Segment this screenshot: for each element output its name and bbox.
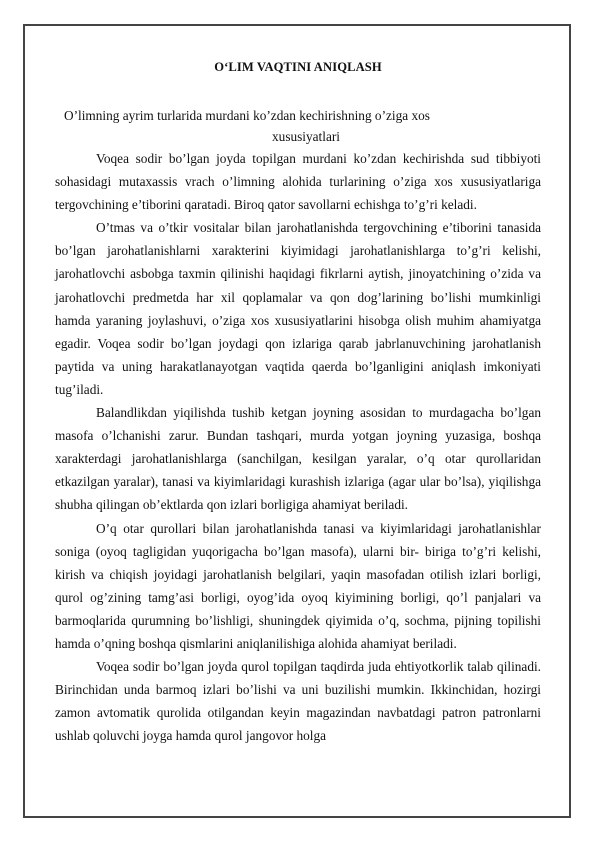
document-title: O‘LIM VAQTINI ANIQLASH <box>214 60 382 74</box>
document-body <box>55 147 541 747</box>
paragraph: Voqea sodir bo’lgan joyda qurol topilgan taqdirda juda ehtiyotkorlik talab qilinadi. Birinchidan unda barmoq izlari bo’lishi va uni buzilishi mumkin. Ikkinchidan, hozirgi zamon avtomatik qurolida otilgandan keyin magazindan navbatdagi patron patronlarni ushlab qoluvchi joyga hamda qurol jangovor holga <box>55 659 541 744</box>
paragraph: O’q otar qurollari bilan jarohatlanishda tanasi va kiyimlaridagi jarohatlanishlar soniga (oyoq tagligidan yuqorigacha bo’lgan masofa), ularni bir- biriga to’g’ri kelishi, kirish va chiqish joyidagi jarohatlanish belgilari, yaqin masofadan otilish izlari borligi, qurol og’zining tamg’asi borligi, oyog’ida oyoq kiyimining borligi, qo’l panjalari va barmoqlarida qurumning bo’lishligi, shuningdek qiyimida o’q, sochma, pijning topilishi hamda o’qning boshqa qismlarini aniqlanilishiga alohida ahamiyat beriladi. <box>55 520 541 651</box>
paragraph: Balandlikdan yiqilishda tushib ketgan joyning asosidan to murdagacha bo’lgan masofa o’lchanishi zarur. Bundan tashqari, murda yotgan joyning yuzasiga, boshqa xarakterdagi jarohatlanishlarga (sanchilgan, kesilgan yaralar, o’q otar qurollaridan etkazilgan yaralar), tanasi va kiyimlaridagi kurashish izlariga (agar ular bo’lsa), yiqilishga shubha qilingan ob’ektlarda qon izlari borligiga ahamiyat beriladi. <box>55 405 541 513</box>
section-subtitle-line-2: xususiyatlari <box>272 129 340 144</box>
paragraph: Voqea sodir bo’lgan joyda topilgan murdani ko’zdan kechirishda sud tibbiyoti sohasidagi mutaxassis vrach o’limning alohida turlarining o’ziga xos xususiyatlariga tergovchining e’tiborini qaratadi. Biroq qator savollarni echishga to’g’ri keladi. <box>55 151 541 213</box>
section-subtitle-line-1: O’limning ayrim turlarida murdani ko’zdan kechirishning o’ziga xos <box>64 108 430 123</box>
paragraph: O’tmas va o’tkir vositalar bilan jarohatlanishda tergovchining e’tiborini tanasida bo’lgan jarohatlanishlarni xarakterini kiyimidagi jarohatlanishlarga to’g’ri kelishi, jarohatlovchi asbobga taxmin qilinishi haqidagi fikrlarni aytish, jinoyatchining o’zida va jarohatlovchi predmetda har xil qoplamalar va qon dog’larining bo’lishi mumkinligi hamda yaraning joylashuvi, o’ziga xos xususiyatlarini hisobga olish muhim ahamiyatga egadir. Voqea sodir bo’lgan joydagi qon izlariga qarab jabrlanuvchining jarohatlanish paytida va uning harakatlanayotgan vaqtida qaerda bo’lganligini aniqlash imkoniyati tug’iladi. <box>55 220 541 397</box>
